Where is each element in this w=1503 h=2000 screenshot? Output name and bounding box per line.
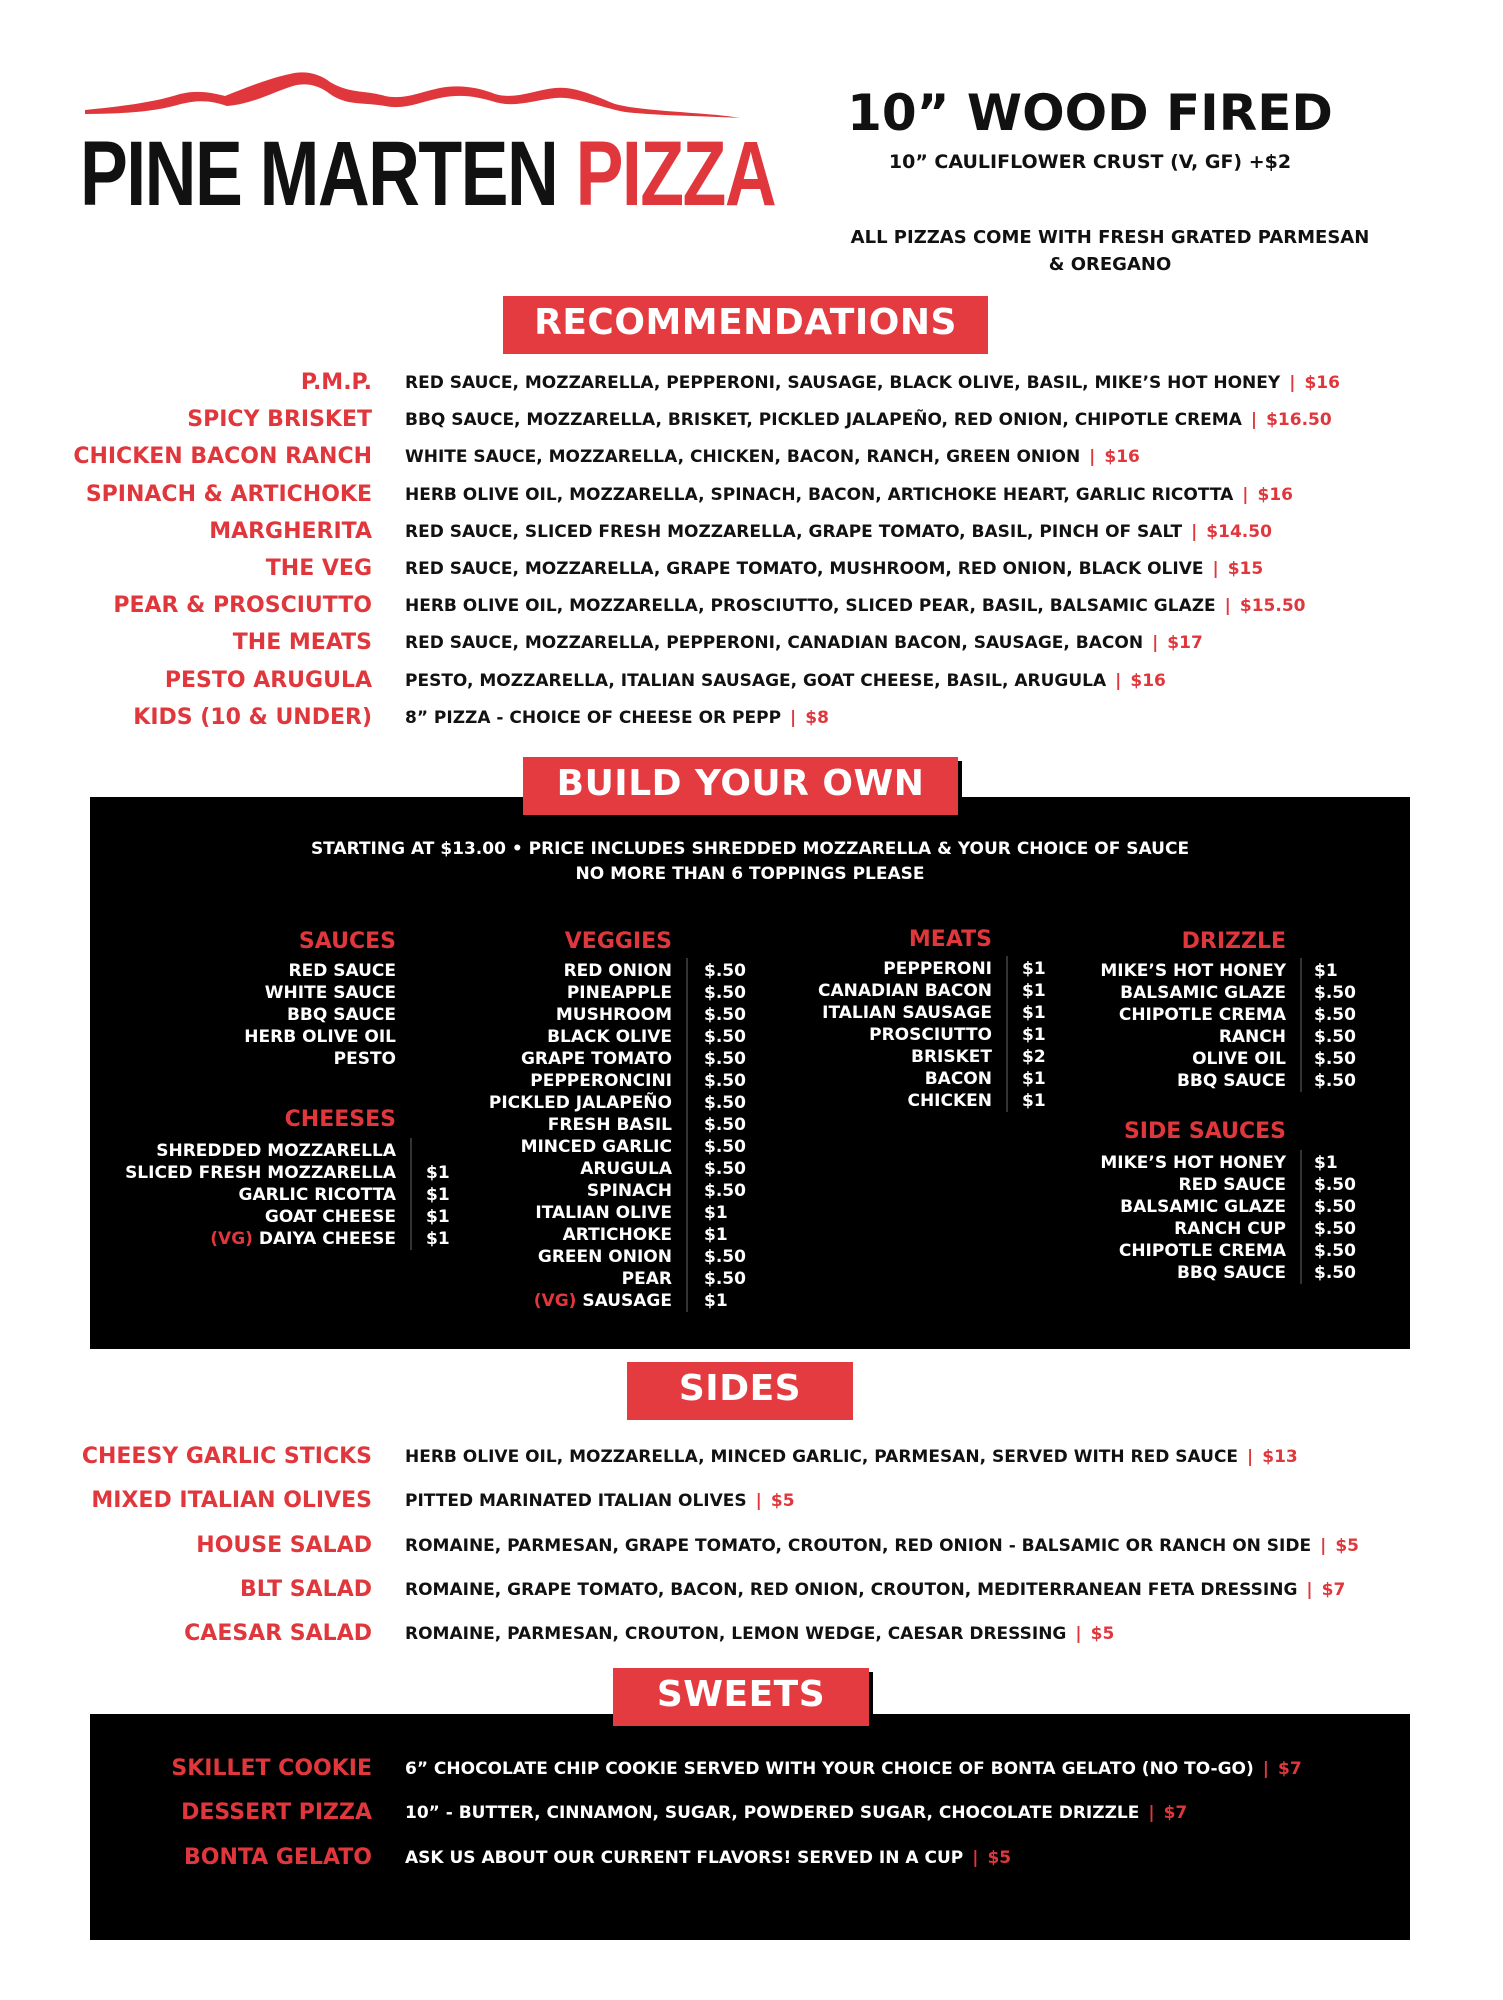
recommendations-item-description <box>405 449 1140 466</box>
recommendations-item-name: CHICKEN BACON RANCH <box>73 444 372 470</box>
byo-drizzle-price: $.50 <box>1314 1049 1356 1069</box>
sides-item-price: $5 <box>1335 1535 1359 1556</box>
byo-side_sauces-price: $1 <box>1314 1153 1338 1173</box>
price-separator: | <box>1191 521 1198 542</box>
recommendations-item-price: $15.50 <box>1239 596 1306 617</box>
sides-item-description <box>405 1626 1114 1643</box>
recommendations-item-description <box>405 635 1203 652</box>
recommendations-item-description <box>405 412 1332 429</box>
sides-item-ingredients: ROMAINE, PARMESAN, CROUTON, LEMON WEDGE, CAESAR DRESSING <box>405 1624 1067 1645</box>
byo-item-name: GREEN ONION <box>537 1247 672 1267</box>
recommendations-item-name: PESTO ARUGULA <box>164 667 372 693</box>
sides-item-description <box>405 1449 1298 1466</box>
price-separator: | <box>1212 559 1219 579</box>
price-separator: | <box>1075 1624 1082 1645</box>
byo-veggies-item <box>587 1180 672 1202</box>
recommendations-item-name: THE MEATS <box>232 630 372 656</box>
column-divider <box>410 1138 412 1250</box>
brand-logo <box>70 60 776 240</box>
byo-item-name: SAUSAGE <box>582 1291 672 1311</box>
byo-meats-item <box>818 980 992 1002</box>
recommendations-item-ingredients: BBQ SAUCE, MOZZARELLA, BRISKET, PICKLED JALAPEÑO, RED ONION, CHIPOTLE CREMA <box>405 410 1242 431</box>
byo-drizzle-price: $.50 <box>1314 983 1356 1003</box>
price-separator: | <box>1289 373 1296 393</box>
byo-meats-item <box>822 1002 992 1024</box>
byo-veggies-item <box>521 1048 672 1070</box>
byo-veggies-price: $1 <box>704 1291 728 1311</box>
byo-item-name: BLACK OLIVE <box>547 1027 672 1047</box>
recommendations-item-price: $8 <box>805 707 829 728</box>
byo-item-name: DAIYA CHEESE <box>258 1229 396 1249</box>
byo-veggies-item <box>538 1246 672 1268</box>
byo-meats-item <box>907 1090 992 1112</box>
recommendations-item-description <box>405 598 1306 615</box>
byo-veggies-item <box>556 1004 672 1026</box>
byo-item-name: PEAR <box>621 1269 672 1289</box>
sides-item-name: HOUSE SALAD <box>196 1532 372 1558</box>
byo-cheeses-item <box>265 1206 396 1228</box>
sides-item-ingredients: ROMAINE, GRAPE TOMATO, BACON, RED ONION, CROUTON, MEDITERRANEAN FETA DRESSING <box>405 1579 1298 1600</box>
recommendations-banner: RECOMMENDATIONS <box>503 296 988 354</box>
byo-veggies-price: $1 <box>704 1225 728 1245</box>
byo-item-name: BBQ SAUCE <box>1176 1263 1286 1283</box>
price-separator: | <box>1306 1579 1313 1600</box>
byo-meats-heading: MEATS <box>908 927 992 952</box>
sides-item-ingredients: PITTED MARINATED ITALIAN OLIVES <box>405 1491 747 1512</box>
byo-item-name: ITALIAN OLIVE <box>535 1203 672 1223</box>
byo-side_sauces-price: $.50 <box>1314 1175 1356 1195</box>
sweets-item-price: $5 <box>987 1847 1012 1868</box>
byo-sauces-item: PESTO <box>333 1049 396 1069</box>
byo-veggies-item <box>547 1026 672 1048</box>
byo-veggies-price: $.50 <box>704 961 746 981</box>
byo-side_sauces-item <box>1119 1240 1286 1262</box>
byo-sauces-item: HERB OLIVE OIL <box>244 1027 396 1047</box>
recommendations-item-name: THE VEG <box>265 556 372 581</box>
sides-item-ingredients: HERB OLIVE OIL, MOZZARELLA, MINCED GARLIC, PARMESAN, SERVED WITH RED SAUCE <box>405 1447 1239 1467</box>
recommendations-item-ingredients: HERB OLIVE OIL, MOZZARELLA, PROSCIUTTO, SLICED PEAR, BASIL, BALSAMIC GLAZE <box>405 596 1216 617</box>
price-separator: | <box>755 1491 762 1512</box>
byo-cheeses-price: $1 <box>426 1229 450 1249</box>
byo-item-name: MIKE’S HOT HONEY <box>1100 961 1286 981</box>
byo-veggies-item <box>535 1202 672 1224</box>
byo-sauces-item: WHITE SAUCE <box>264 983 396 1003</box>
sweets-item-description <box>405 1805 1187 1822</box>
byo-intro-line1: STARTING AT $13.00 • PRICE INCLUDES SHREDDED MOZZARELLA & YOUR CHOICE OF SAUCE <box>310 839 1190 859</box>
byo-veggies-price: $.50 <box>704 1159 746 1179</box>
byo-side_sauces-heading: SIDE SAUCES <box>1123 1119 1286 1144</box>
byo-veggies-item <box>548 1114 672 1136</box>
byo-veggies-price: $.50 <box>704 1071 746 1091</box>
byo-veggies-price: $.50 <box>704 1247 746 1267</box>
cauliflower-option: 10” CAULIFLOWER CRUST (V, GF) +$2 <box>888 151 1292 173</box>
sweets-item-name: SKILLET COOKIE <box>171 1756 372 1781</box>
byo-intro-line2: NO MORE THAN 6 TOPPINGS PLEASE <box>575 864 925 884</box>
byo-cheeses-price: $1 <box>426 1185 450 1205</box>
recommendations-item-price: $14.50 <box>1206 521 1272 542</box>
byo-drizzle-price: $.50 <box>1314 1071 1356 1091</box>
recommendations-item-ingredients: RED SAUCE, SLICED FRESH MOZZARELLA, GRAPE TOMATO, BASIL, PINCH OF SALT <box>405 521 1183 542</box>
sides-item-description <box>405 1493 795 1510</box>
byo-item-name: SPINACH <box>586 1181 672 1201</box>
sides-item-name: CHEESY GARLIC STICKS <box>81 1444 372 1469</box>
sweets-item-price: $7 <box>1278 1759 1302 1779</box>
sides-item-name: BLT SALAD <box>240 1576 372 1602</box>
price-separator: | <box>1247 1447 1254 1467</box>
byo-item-name: SHREDDED MOZZARELLA <box>156 1141 396 1161</box>
byo-item-name: SLICED FRESH MOZZARELLA <box>125 1163 396 1183</box>
byo-meats-price: $1 <box>1022 1025 1046 1045</box>
byo-item-name: GOAT CHEESE <box>264 1207 396 1227</box>
byo-item-name: CHIPOTLE CREMA <box>1118 1005 1286 1025</box>
sweets-item-ingredients: ASK US ABOUT OUR CURRENT FLAVORS! SERVED IN A CUP <box>405 1847 964 1868</box>
byo-item-name: BACON <box>924 1069 992 1089</box>
recommendations-item-ingredients: PESTO, MOZZARELLA, ITALIAN SAUSAGE, GOAT CHEESE, BASIL, ARUGULA <box>405 670 1107 691</box>
price-separator: | <box>1242 484 1249 505</box>
sweets-item-price: $7 <box>1163 1803 1188 1824</box>
byo-item-name: MUSHROOM <box>555 1005 672 1025</box>
recommendations-item-name: SPICY BRISKET <box>187 407 372 433</box>
byo-veggies-item <box>567 982 672 1004</box>
brand-name-red: PIZZA <box>575 123 776 225</box>
column-divider <box>686 958 688 1312</box>
byo-veggies-price: $.50 <box>704 983 746 1003</box>
byo-side_sauces-price: $.50 <box>1314 1219 1356 1239</box>
byo-meats-price: $2 <box>1022 1047 1046 1067</box>
byo-veggies-price: $.50 <box>704 1115 746 1135</box>
sides-item-name: CAESAR SALAD <box>184 1621 372 1647</box>
price-separator: | <box>1089 447 1096 468</box>
byo-veggies-item <box>580 1158 672 1180</box>
byo-item-name: CHICKEN <box>907 1091 992 1111</box>
byo-item-name: RANCH <box>1218 1027 1286 1047</box>
byo-item-name: ITALIAN SAUSAGE <box>822 1003 992 1023</box>
sweets-item-ingredients: 10” - BUTTER, CINNAMON, SUGAR, POWDERED SUGAR, CHOCOLATE DRIZZLE <box>405 1803 1140 1824</box>
build-your-own-banner: BUILD YOUR OWN <box>523 757 958 815</box>
byo-veggies-price: $.50 <box>704 1269 746 1289</box>
sides-item-ingredients: ROMAINE, PARMESAN, GRAPE TOMATO, CROUTON, RED ONION - BALSAMIC OR RANCH ON SIDE <box>405 1535 1312 1556</box>
sweets-item-name: DESSERT PIZZA <box>181 1800 372 1826</box>
byo-item-name: CANADIAN BACON <box>817 981 992 1001</box>
parmesan-note-line2: & OREGANO <box>1048 254 1172 275</box>
byo-side_sauces-price: $.50 <box>1314 1197 1356 1217</box>
byo-item-name: CHIPOTLE CREMA <box>1118 1241 1286 1261</box>
byo-side_sauces-price: $.50 <box>1314 1263 1356 1283</box>
byo-meats-item <box>911 1046 992 1068</box>
byo-veggies-item <box>534 1290 672 1312</box>
byo-item-name: PEPPERONI <box>883 959 992 979</box>
brand-wordmark <box>80 123 776 225</box>
sides-item-description <box>405 1535 1359 1556</box>
recommendations-item-description <box>405 484 1293 505</box>
byo-side_sauces-price: $.50 <box>1314 1241 1356 1261</box>
sweets-item-name: BONTA GELATO <box>184 1844 372 1870</box>
price-separator: | <box>1320 1535 1327 1556</box>
byo-item-name: PROSCIUTTO <box>869 1025 992 1045</box>
byo-cheeses-price: $1 <box>426 1207 450 1227</box>
byo-item-name: MIKE’S HOT HONEY <box>1100 1153 1286 1173</box>
recommendations-item-ingredients: 8” PIZZA - CHOICE OF CHEESE OR PEPP <box>405 707 782 728</box>
recommendations-item-name: SPINACH & ARTICHOKE <box>85 481 372 507</box>
price-separator: | <box>1148 1803 1155 1824</box>
sides-banner: SIDES <box>627 1362 853 1420</box>
byo-meats-price: $1 <box>1022 981 1046 1001</box>
vegan-tag: (VG) <box>210 1229 253 1249</box>
recommendations-item-ingredients: WHITE SAUCE, MOZZARELLA, CHICKEN, BACON, RANCH, GREEN ONION <box>405 447 1081 468</box>
recommendations-item-price: $16 <box>1130 670 1166 691</box>
byo-meats-price: $1 <box>1022 959 1046 979</box>
byo-item-name: GARLIC RICOTTA <box>238 1185 396 1205</box>
sweets-item-description <box>405 1761 1302 1778</box>
byo-veggies-item <box>521 1136 672 1158</box>
page-title: 10” WOOD FIRED <box>847 84 1333 142</box>
byo-veggies-item <box>530 1070 672 1092</box>
byo-veggies-price: $1 <box>704 1203 728 1223</box>
byo-item-name: RANCH CUP <box>1174 1219 1286 1239</box>
byo-meats-price: $1 <box>1022 1069 1046 1089</box>
price-separator: | <box>1224 596 1231 617</box>
byo-drizzle-price: $.50 <box>1314 1027 1356 1047</box>
vegan-tag: (VG) <box>533 1291 577 1311</box>
byo-cheeses-item <box>238 1184 396 1206</box>
byo-side_sauces-item <box>1120 1196 1286 1218</box>
recommendations-item-price: $16 <box>1104 447 1140 468</box>
sweets-item-description <box>405 1847 1012 1868</box>
price-separator: | <box>1115 670 1122 691</box>
byo-meats-item <box>883 958 992 980</box>
sides-item-price: $7 <box>1321 1579 1346 1600</box>
column-divider <box>1300 958 1302 1092</box>
byo-side_sauces-item <box>1174 1218 1286 1240</box>
column-divider <box>1006 956 1008 1112</box>
byo-item-name: OLIVE OIL <box>1192 1049 1286 1069</box>
byo-item-name: RED ONION <box>563 961 672 981</box>
byo-veggies-item <box>622 1268 672 1290</box>
recommendations-item-description <box>405 521 1272 542</box>
sides-item-price: $5 <box>1090 1624 1115 1645</box>
sweets-banner: SWEETS <box>613 1668 869 1726</box>
byo-sauces-item: BBQ SAUCE <box>286 1005 396 1025</box>
byo-cheeses-item <box>210 1228 396 1250</box>
recommendations-item-price: $15 <box>1227 559 1264 579</box>
recommendations-item-price: $16.50 <box>1266 410 1332 431</box>
recommendations-item-ingredients: HERB OLIVE OIL, MOZZARELLA, SPINACH, BACON, ARTICHOKE HEART, GARLIC RICOTTA <box>405 484 1234 505</box>
recommendations-item-ingredients: RED SAUCE, MOZZARELLA, GRAPE TOMATO, MUSHROOM, RED ONION, BLACK OLIVE <box>405 559 1204 579</box>
sweets-panel <box>90 1714 1410 1940</box>
brand-name-black: PINE MARTEN <box>80 123 558 225</box>
byo-meats-item <box>925 1068 992 1090</box>
recommendations-item-name: P.M.P. <box>300 370 372 395</box>
price-separator: | <box>1250 410 1258 431</box>
byo-veggies-price: $.50 <box>704 1005 746 1025</box>
sweets-item-ingredients: 6” CHOCOLATE CHIP COOKIE SERVED WITH YOUR CHOICE OF BONTA GELATO (NO TO-GO) <box>405 1759 1254 1779</box>
byo-item-name: PICKLED JALAPEÑO <box>488 1093 672 1113</box>
byo-cheeses-price: $1 <box>426 1163 450 1183</box>
recommendations-item-description <box>405 561 1263 578</box>
recommendations-item-description <box>405 670 1166 691</box>
byo-item-name: ARUGULA <box>580 1159 672 1179</box>
price-separator: | <box>790 707 797 728</box>
byo-drizzle-price: $.50 <box>1314 1005 1356 1025</box>
sides-item-price: $13 <box>1262 1447 1298 1467</box>
byo-meats-price: $1 <box>1022 1003 1046 1023</box>
byo-veggies-heading: VEGGIES <box>564 929 672 954</box>
byo-sauces-item: RED SAUCE <box>288 961 396 981</box>
byo-veggies-item <box>564 960 672 982</box>
byo-item-name: BALSAMIC GLAZE <box>1120 1197 1286 1217</box>
recommendations-item-description <box>405 707 829 728</box>
byo-item-name: PINEAPPLE <box>566 983 672 1003</box>
byo-drizzle-item <box>1177 1070 1286 1092</box>
parmesan-note-line1: ALL PIZZAS COME WITH FRESH GRATED PARMESAN <box>850 227 1370 248</box>
byo-drizzle-item <box>1100 960 1286 982</box>
recommendations-item-price: $16 <box>1257 484 1293 505</box>
byo-item-name: MINCED GARLIC <box>520 1137 672 1157</box>
recommendations-item-name: KIDS (10 & UNDER) <box>133 704 372 730</box>
recommendations-item-price: $16 <box>1304 373 1340 393</box>
recommendations-item-ingredients: RED SAUCE, MOZZARELLA, PEPPERONI, CANADIAN BACON, SAUSAGE, BACON <box>405 633 1144 654</box>
price-separator: | <box>972 1847 979 1868</box>
byo-item-name: BALSAMIC GLAZE <box>1120 983 1286 1003</box>
byo-item-name: FRESH BASIL <box>547 1115 672 1135</box>
sides-item-price: $5 <box>770 1491 795 1512</box>
byo-item-name: BRISKET <box>911 1047 992 1067</box>
byo-item-name: GRAPE TOMATO <box>520 1049 672 1069</box>
recommendations-item-price: $17 <box>1167 633 1203 654</box>
byo-veggies-price: $.50 <box>704 1027 746 1047</box>
recommendations-item-name: PEAR & PROSCIUTTO <box>113 593 372 619</box>
byo-veggies-price: $.50 <box>704 1049 746 1069</box>
byo-veggies-item <box>489 1092 672 1114</box>
byo-drizzle-item <box>1219 1026 1286 1048</box>
byo-cheeses-heading: CHEESES <box>284 1107 396 1132</box>
byo-item-name: PEPPERONCINI <box>530 1071 672 1091</box>
sides-item-name: MIXED ITALIAN OLIVES <box>91 1488 372 1514</box>
byo-cheeses-item <box>125 1162 396 1184</box>
byo-drizzle-price: $1 <box>1314 961 1338 981</box>
byo-item-name: BBQ SAUCE <box>1176 1071 1286 1091</box>
price-separator: | <box>1152 633 1159 654</box>
build-your-own-panel <box>90 797 1410 1349</box>
sides-item-description <box>405 1579 1346 1600</box>
byo-cheeses-item <box>156 1140 396 1162</box>
byo-veggies-price: $.50 <box>704 1181 746 1201</box>
byo-veggies-price: $.50 <box>704 1137 746 1157</box>
column-divider <box>1300 1150 1302 1284</box>
byo-meats-price: $1 <box>1022 1091 1046 1111</box>
byo-item-name: RED SAUCE <box>1178 1175 1286 1195</box>
price-separator: | <box>1262 1759 1269 1779</box>
byo-drizzle-heading: DRIZZLE <box>1181 929 1286 954</box>
recommendations-item-description <box>405 375 1340 392</box>
byo-side_sauces-item <box>1177 1262 1286 1284</box>
byo-drizzle-item <box>1192 1048 1286 1070</box>
byo-sauces-heading: SAUCES <box>298 929 396 954</box>
byo-meats-item <box>869 1024 992 1046</box>
byo-veggies-price: $.50 <box>704 1093 746 1113</box>
byo-drizzle-item <box>1119 1004 1286 1026</box>
recommendations-item-name: MARGHERITA <box>209 518 372 544</box>
byo-drizzle-item <box>1120 982 1286 1004</box>
byo-side_sauces-item <box>1178 1174 1286 1196</box>
byo-side_sauces-item <box>1100 1152 1286 1174</box>
byo-item-name: ARTICHOKE <box>562 1225 672 1245</box>
byo-veggies-item <box>563 1224 672 1246</box>
recommendations-item-ingredients: RED SAUCE, MOZZARELLA, PEPPERONI, SAUSAGE, BLACK OLIVE, BASIL, MIKE’S HOT HONEY <box>405 373 1281 393</box>
